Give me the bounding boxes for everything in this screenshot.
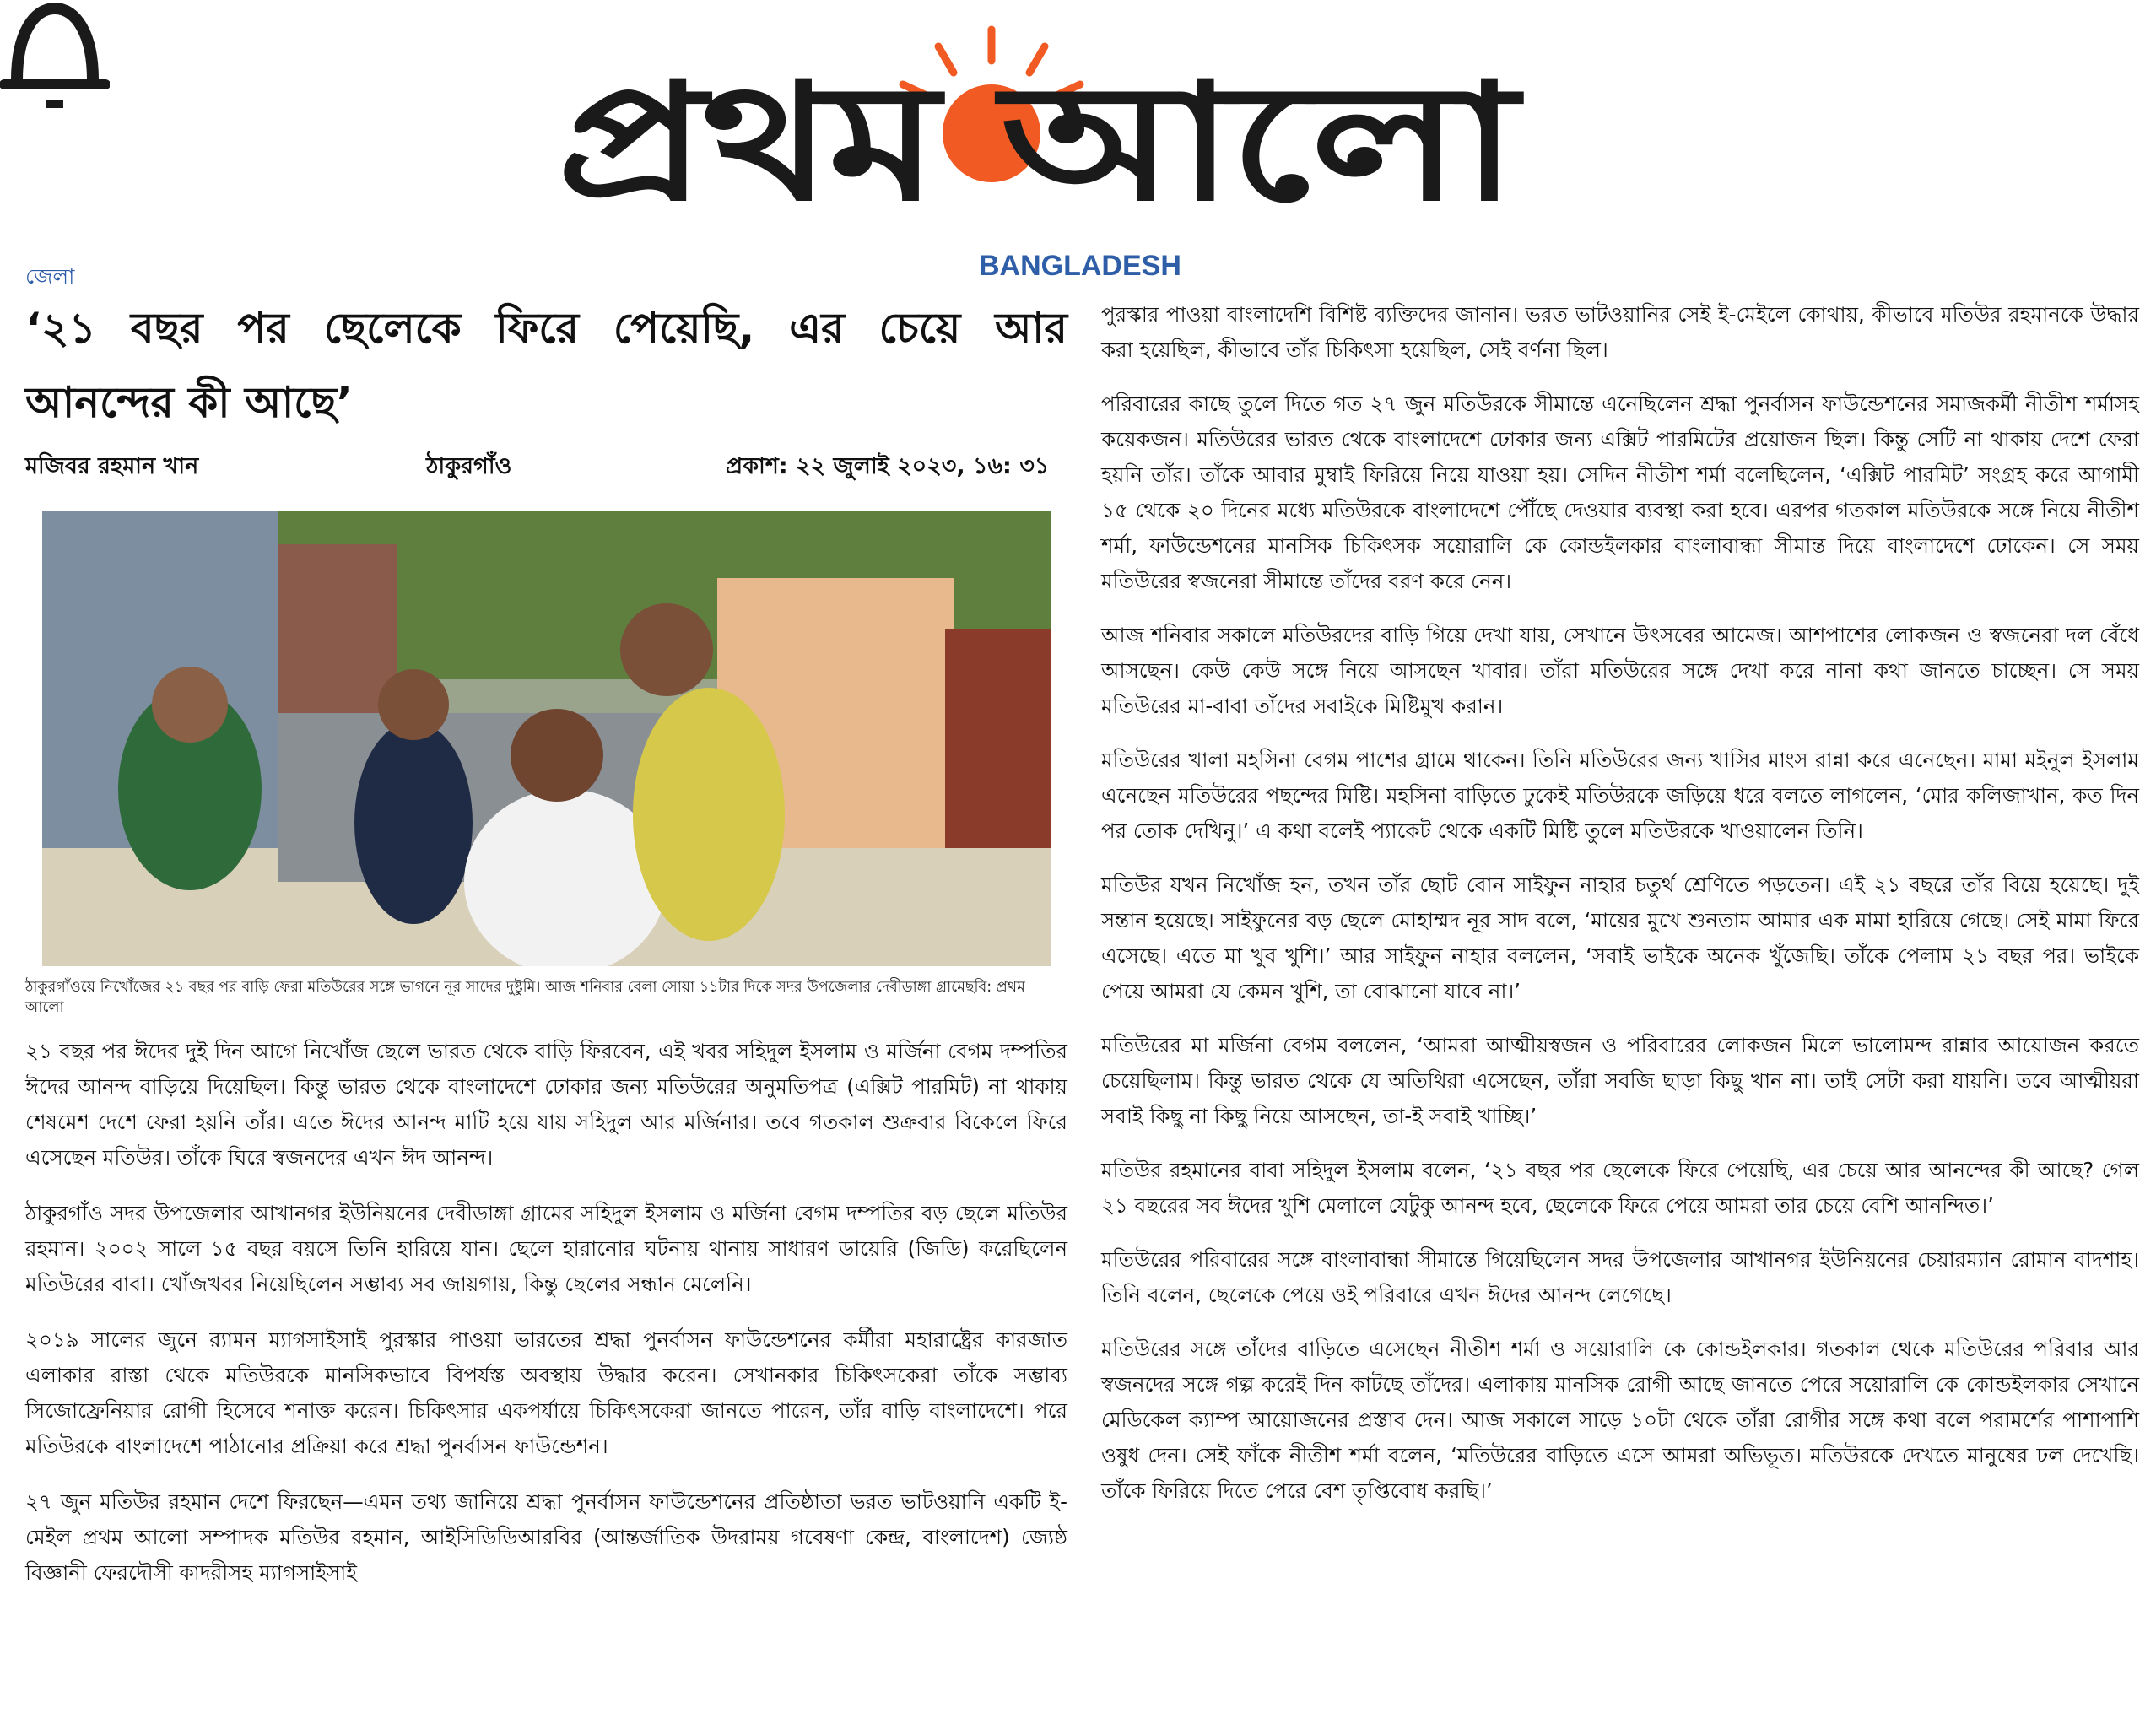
article-body-right [1101,297,2139,1527]
byline-published: প্রকাশ: ২২ জুলাই ২০২৩, ১৬: ৩১ [726,453,1050,479]
logo-wordmark: প্রথম আলো [557,50,1514,236]
paragraph: পুরস্কার পাওয়া বাংলাদেশি বিশিষ্ট ব্যক্তিদের জানান। ভরত ভাটওয়ানির সেই ই-মেইলে কোথায়, কীভাবে মতিউর রহমানকে উদ্ধার করা হয়েছিল, কীভাবে তাঁর চিকিৎসা হয়েছিল, সেই বর্ণনা ছিল। [1101,302,2139,362]
byline-author: মজিবর রহমান খান [25,453,199,479]
paragraph: মতিউরের সঙ্গে তাঁদের বাড়িতে এসেছেন নীতীশ শর্মা ও সয়োরালি কে কোন্ডইলকার। গতকাল থেকে মতিউরের পরিবার আর স্বজনদের সঙ্গে গল্প করেই দিন কাটছে তাঁদের। এলাকায় মানসিক রোগী আছে জানতে পেরে সয়োরালি কে কোন্ডইলকার সেখানে মেডিকেল ক্যাম্প আয়োজনের প্রস্তাব দেন। আজ সকালে সাড়ে ১০টা থেকে তাঁরা রোগীর সঙ্গে কথা বলে পরামর্শের পাশাপাশি ওষুধ দেন। সেই ফাঁকে নীতীশ শর্মা বলেন, ‘মতিউরের বাড়িতে এসে আমরা অভিভূত। মতিউরকে দেখতে মানুষের ঢল দেখেছি। তাঁকে ফিরিয়ে দিতে পেরে বেশ তৃপ্তিবোধ করছি।’ [1101,1337,2139,1503]
paragraph: ২০১৯ সালের জুনে র‍্যামন ম্যাগসাইসাই পুরস্কার পাওয়া ভারতের শ্রদ্ধা পুনর্বাসন ফাউন্ডেশনের কর্মীরা মহারাষ্ট্রের কারজাত এলাকার রাস্তা থেকে মতিউরকে মানসিকভাবে বিপর্যস্ত অবস্থায় উদ্ধার করেন। সেখানকার চিকিৎসকেরা তাঁকে সম্ভাব্য সিজোফ্রেনিয়ার রোগী হিসেবে শনাক্ত করেন। চিকিৎসার একপর্যায়ে চিকিৎসকেরা জানতে পারেন, তাঁর বাড়ি বাংলাদেশে। পরে মতিউরকে বাংলাদেশে পাঠানোর প্রক্রিয়া করে শ্রদ্ধা পুনর্বাসন ফাউন্ডেশন। [25,1327,1067,1458]
paragraph: ২৭ জুন মতিউর রহমান দেশে ফিরছেন—এমন তথ্য জানিয়ে শ্রদ্ধা পুনর্বাসন ফাউন্ডেশনের প্রতিষ্ঠাতা ভরত ভাটওয়ানি একটি ই-মেইল প্রথম আলো সম্পাদক মতিউর রহমান, আইসিডিডিআরবির (আন্তর্জাতিক উদরাময় গবেষণা কেন্দ্র, বাংলাদেশ) জ্যেষ্ঠ বিজ্ঞানী ফেরদৌসী কাদরীসহ ম্যাগসাইসাই [25,1489,1067,1585]
paragraph: ঠাকুরগাঁও সদর উপজেলার আখানগর ইউনিয়নের দেবীডাঙ্গা গ্রামের সহিদুল ইসলাম ও মর্জিনা বেগম দম্পতির বড় ছেলে মতিউর রহমান। ২০০২ সালে ১৫ বছর বয়সে তিনি হারিয়ে যান। ছেলে হারানোর ঘটনায় থানায় সাধারণ ডায়েরি (জিডি) করেছিলেন মতিউরের বাবা। খোঁজখবর নিয়েছিলেন সম্ভাব্য সব জায়গায়, কিন্তু ছেলের সন্ধান মেলেনি। [25,1201,1067,1296]
photo-caption: ঠাকুরগাঁওয়ে নিখোঁজের ২১ বছর পর বাড়ি ফেরা মতিউরের সঙ্গে ভাগনে নূর সাদের দুষ্টুমি। আজ শনিবার বেলা সোয়া ১১টার দিকে সদর উপজেলার দেবীডাঙ্গা গ্রামেছবি: প্রথম আলো [25,979,1025,1016]
paragraph: পরিবারের কাছে তুলে দিতে গত ২৭ জুন মতিউরকে সীমান্তে এনেছিলেন শ্রদ্ধা পুনর্বাসন ফাউন্ডেশনের সমাজকর্মী নীতীশ শর্মাসহ কয়েকজন। মতিউরের ভারত থেকে বাংলাদেশে ঢোকার জন্য এক্সিট পারমিটের প্রয়োজন ছিল। কিন্তু সেটি না থাকায় দেশে ফেরা হয়নি তাঁর। তাঁকে আবার মুম্বাই ফিরিয়ে নিয়ে যাওয়া হয়। সেদিন নীতীশ শর্মা বলেছিলেন, ‘এক্সিট পারমিট’ সংগ্রহ করে আগামী ১৫ থেকে ২০ দিনের মধ্যে মতিউরকে বাংলাদেশে পৌঁছে দেওয়ার ব্যবস্থা করা হবে। এরপর গতকাল মতিউরকে সঙ্গে নিয়ে নীতীশ শর্মা, ফাউন্ডেশনের মানসিক চিকিৎসক সয়োরালি কে কোন্ডইলকার বাংলাবান্ধা সীমান্ত দিয়ে বাংলাদেশে ঢোকেন। সে সময় মতিউরের স্বজনেরা সীমান্তে তাঁদের বরণ করে নেন। [1101,392,2139,593]
headline: ‘২১ বছর পর ছেলেকে ফিরে পেয়েছি, এর চেয়ে আর আনন্দের কী আছে’ [25,304,1067,427]
paragraph: মতিউরের মা মর্জিনা বেগম বললেন, ‘আমরা আত্মীয়স্বজন ও পরিবারের লোকজন মিলে ভালোমন্দ রান্নার আয়োজন করতে চেয়েছিলাম। কিন্তু ভারত থেকে যে অতিথিরা এসেছেন, তাঁরা সবজি ছাড়া কিছু খান না। তাই সেটা করা যায়নি। তবে আত্মীয়রা সবাই কিছু না কিছু নিয়ে আসছেন, তা-ই সবাই খাচ্ছি।’ [1101,1033,2139,1128]
paragraph: আজ শনিবার সকালে মতিউরদের বাড়ি গিয়ে দেখা যায়, সেখানে উৎসবের আমেজ। আশপাশের লোকজন ও স্বজনেরা দল বেঁধে আসছেন। কেউ কেউ সঙ্গে নিয়ে আসছেন খাবার। তাঁরা মতিউরের সঙ্গে দেখা করে নানা কথা জানতে চাচ্ছেন। সে সময় মতিউরের মা-বাবা তাঁদের সবাইকে মিষ্টিমুখ করান। [1101,623,2139,718]
paragraph: মতিউরের খালা মহসিনা বেগম পাশের গ্রামে থাকেন। তিনি মতিউরের জন্য খাসির মাংস রান্না করে এনেছেন। মামা মইনুল ইসলাম এনেছেন মতিউরের পছন্দের মিষ্টি। মহসিনা বাড়িতে ঢুকেই মতিউরকে জড়িয়ে ধরে বলতে লাগলেন, ‘মোর কলিজাখান, কত দিন পর তোক দেখিনু।’ এ কথা বলেই প্যাকেট থেকে একটি মিষ্টি তুলে মতিউরকে খাওয়ালেন তিনি। [1101,748,2139,843]
masthead [0,0,2156,245]
article-photo [42,511,1051,966]
section-label[interactable]: জেলা [25,264,75,289]
paragraph: মতিউর যখন নিখোঁজ হন, তখন তাঁর ছোট বোন সাইফুন নাহার চতুর্থ শ্রেণিতে পড়তেন। এই ২১ বছরে তাঁর বিয়ে হয়েছে। দুই সন্তান হয়েছে। সাইফুনের বড় ছেলে মোহাম্মদ নূর সাদ বলে, ‘মায়ের মুখে শুনতাম আমার এক মামা হারিয়ে গেছে। সেই মামা ফিরে এসেছে। এতে মা খুব খুশি।’ আর সাইফুন নাহার বললেন, ‘সবাই ভাইকে অনেক খুঁজেছি। তাঁকে পেলাম ২১ বছর পর। ভাইকে পেয়ে আমরা যে কেমন খুশি, তা বোঝানো যাবে না।’ [1101,873,2139,1003]
paragraph: ২১ বছর পর ঈদের দুই দিন আগে নিখোঁজ ছেলে ভারত থেকে বাড়ি ফিরবেন, এই খবর সহিদুল ইসলাম ও মর্জিনা বেগম দম্পতির ঈদের আনন্দ বাড়িয়ে দিয়েছিল। কিন্তু ভারত থেকে বাংলাদেশে ঢোকার জন্য মতিউরের অনুমতিপত্র (এক্সিট পারমিট) না থাকায় শেষমেশ দেশে ফেরা হয়নি তাঁর। এতে ঈদের আনন্দ মাটি হয়ে যায় সহিদুল আর মর্জিনার। তবে গতকাল শুক্রবার বিকেলে ফিরে এসেছেন মতিউর। তাঁকে ঘিরে স্বজনদের এখন ঈদ আনন্দ। [25,1039,1067,1170]
paragraph: মতিউর রহমানের বাবা সহিদুল ইসলাম বলেন, ‘২১ বছর পর ছেলেকে ফিরে পেয়েছি, এর চেয়ে আর আনন্দের কী আছে? গেল ২১ বছরের সব ঈদের খুশি মেলালে যেটুকু আনন্দ হবে, ছেলেকে ফিরে পেয়ে আমরা তার চেয়ে বেশি আনন্দিত।’ [1101,1158,2139,1218]
edition-label: BANGLADESH [979,250,1181,282]
article-body-left [25,1034,1067,1611]
paragraph: মতিউরের পরিবারের সঙ্গে বাংলাবান্ধা সীমান্তে গিয়েছিলেন সদর উপজেলার আখানগর ইউনিয়নের চেয়ারম্যান রোমান বাদশাহ। তিনি বলেন, ছেলেকে পেয়ে ওই পরিবারে এখন ঈদের আনন্দ লেগেছে। [1101,1247,2139,1307]
byline-location: ঠাকুরগাঁও [426,453,512,479]
bell-icon [0,0,110,118]
